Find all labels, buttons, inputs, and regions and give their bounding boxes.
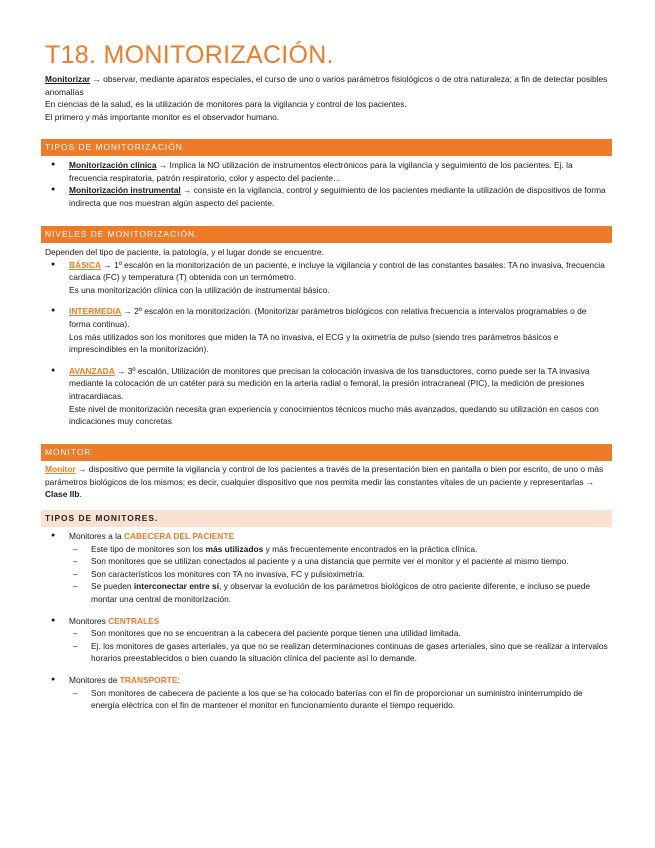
monitor-definition: Monitor → dispositivo que permite la vigilancia y control de los pacientes a través de la presentación bien en pantalla o bien por escrito, de uno o más parámetros biológicos de los mismos; es decir, cualquier dispositivo que nos permita medir las constantes vitales de un paciente y representarlas → Clase IIb.	[45, 464, 604, 500]
term-monitor: Monitor	[45, 464, 76, 474]
intro-line-3: El primero y más importante monitor es el observador humano.	[45, 111, 280, 122]
list-item: – Son monitores que no se encuentran a la cabecera del paciente porque tienen una utilidad limitada.	[45, 627, 610, 640]
list-item: ● Monitorización clínica → Implica la NO utilización de instrumentos electrónicos para la vigilancia y seguimiento de los pacientes. Ej. la frecuencia respiratoria, patrón respiratorio, color y aspecto del paciente…	[45, 159, 610, 184]
monitor-type-centrales: ● Monitores CENTRALES – Son monitores que no se encuentran a la cabecera del paciente porque tienen una utilidad limitada. – Ej. los monitores de gases arteriales, ya que no se realizan determinaciones continuas de gases arteriales, sino que se realizar a intervalos horarios preestablecidos o bien cuando la situación clínica del paciente así lo demande.	[45, 615, 610, 665]
section-header-tipos-monitorizacion: TIPOS DE MONITORIZACIÓN.	[41, 139, 612, 156]
list-item: – Ej. los monitores de gases arteriales, ya que no se realizan determinaciones continuas de gases arteriales, sino que se realizar a intervalos horarios preestablecidos o bien cuando la situación clínica del paciente así lo demande.	[45, 640, 610, 665]
section-header-monitor: MONITOR.	[41, 444, 612, 461]
niveles-intro: Dependen del tipo de paciente, la patología, y el lugar donde se encuentre.	[45, 247, 324, 257]
list-item: ● BÁSICA → 1º escalón en la monitorización de un paciente, e incluye la vigilancia y control de las constantes basales: TA no invasiva, frecuencia cardiaca (FC) y temperatura (T) obtenida con un termómetro. Es una monitorización clínica con la utilización de instrumental básico.	[45, 259, 610, 297]
section-header-niveles: NIVELES DE MONITORIZACIÓN.	[41, 226, 612, 243]
intro-line-2: En ciencias de la salud, es la utilización de monitores para la vigilancia y control de los pacientes.	[45, 99, 407, 110]
list-item: ● INTERMEDIA → 2º escalón en la monitorización. (Monitorizar parámetros biológicos con relativa frecuencia a intervalos programables o de forma continua). Los más utilizados son los monitores que miden la TA no invasiva, el ECG y la oximetría de pulso (siendo tres parámetros básicos e imprescindibles en la monitorización).	[45, 305, 610, 355]
list-item: – Son monitores que se utilizan conectados al paciente y a una distancia que permite ver el monitor y el paciente al mismo tiempo.	[45, 555, 610, 568]
list-item: – Son característicos los monitores con TA no invasiva, FC y pulsioximetría.	[45, 568, 610, 581]
monitor-type-cabecera: ● Monitores a la CABECERA DEL PACIENTE – Este tipo de monitores son los más utilizados y más frecuentemente encontrados en la práctica clínica. – Son monitores que se utilizan conectados al paciente y a una distancia que permite ver el monitor y el paciente al mismo tiempo. – Son característicos los monitores con TA no invasiva, FC y pulsioximetría. – Se pueden interconectar entre sí, y observar la evolución de los parámetros biológicos de otro paciente diferente, e incluso se puede montar una central de monitorización.	[45, 530, 610, 606]
list-item: – Este tipo de monitores son los más utilizados y más frecuentemente encontrados en la práctica clínica.	[45, 543, 610, 556]
intro-definition: Monitorizar → observar, mediante aparatos especiales, el curso de uno o varios parámetros fisiológicos o de otra naturaleza; a fin de detectar posibles anomalías	[45, 74, 608, 97]
intro-section	[45, 73, 620, 123]
list-item: ● AVANZADA → 3º escalón, Utilización de monitores que precisan la colocación invasiva de los transductores, como puede ser la TA invasiva mediante la colocación de un catéter para su medición en la arteria radial o femoral, la presión intracraneal (PIC), la medición de presiones intracardiacas. Este nivel de monitorización necesita gran experiencia y conocimientos técnicos mucho más avanzados, quedando su utilización en casos con indicaciones muy concretas	[45, 365, 610, 428]
niveles-section	[45, 246, 610, 428]
clase-label: Clase IIb	[45, 489, 80, 500]
tipos-monitores-section	[45, 530, 610, 712]
list-item: – Se pueden interconectar entre sí, y observar la evolución de los parámetros biológicos de otro paciente diferente, e incluso se puede montar una central de monitorización.	[45, 580, 610, 605]
list-item: ● Monitorización instrumental → consiste en la vigilancia, control y seguimiento de los pacientes mediante la utilización de dispositivos de forma indirecta que nos muestran algún aspecto del paciente.	[45, 184, 610, 209]
page-title: T18. MONITORIZACIÓN.	[45, 41, 334, 69]
monitor-type-transporte: ● Monitores de TRANSPORTE: – Son monitores de cabecera de paciente a los que se ha colocado baterías con el fin de proporcionar un suministro ininterrumpido de energía eléctrica con el fin de mantener el monitor en funcionamiento durante el tiempo requerido.	[45, 674, 610, 712]
list-item: – Son monitores de cabecera de paciente a los que se ha colocado baterías con el fin de proporcionar un suministro ininterrumpido de energía eléctrica con el fin de mantener el monitor en funcionamiento durante el tiempo requerido.	[45, 687, 610, 712]
term-monitorizar: Monitorizar	[45, 74, 91, 84]
tipos-monitorizacion-list	[45, 159, 610, 209]
section-header-tipos-monitores: TIPOS DE MONITORES.	[41, 510, 612, 527]
